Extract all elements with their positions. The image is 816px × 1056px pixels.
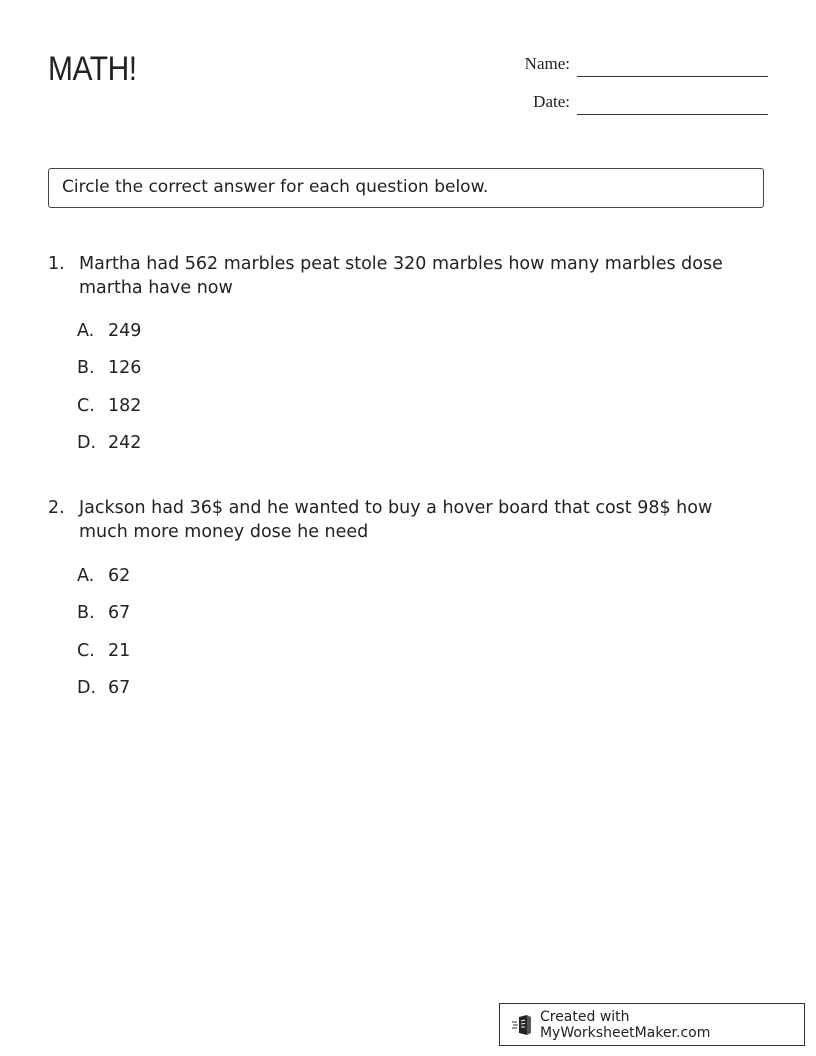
option-1d[interactable]	[77, 433, 141, 453]
option-value: 182	[108, 396, 142, 416]
option-1a[interactable]	[77, 321, 141, 341]
option-letter: B.	[77, 603, 95, 623]
footer-credit[interactable]	[499, 1003, 805, 1046]
question-number: 2.	[48, 498, 65, 518]
option-letter: C.	[77, 396, 95, 416]
name-line[interactable]	[577, 76, 768, 77]
question-text: Jackson had 36$ and he wanted to buy a hover board that cost 98$ how much more money dose he need	[79, 498, 713, 542]
option-value: 21	[108, 641, 131, 661]
option-2d[interactable]	[77, 678, 130, 698]
option-value: 249	[108, 321, 142, 341]
date-line[interactable]	[577, 114, 768, 115]
option-2a[interactable]	[77, 566, 130, 586]
option-2b[interactable]	[77, 603, 130, 623]
worksheet-title: MATH!	[48, 50, 137, 88]
question-text: Martha had 562 marbles peat stole 320 marbles how many marbles dose martha have now	[79, 254, 723, 298]
option-1c[interactable]	[77, 396, 141, 416]
question-number: 1.	[48, 254, 65, 274]
option-letter: C.	[77, 641, 95, 661]
option-letter: D.	[77, 433, 97, 453]
name-label: Name:	[524, 54, 570, 73]
option-letter: A.	[77, 321, 95, 341]
option-value: 242	[108, 433, 142, 453]
option-1b[interactable]	[77, 358, 141, 378]
footer-text: Created with MyWorksheetMaker.com	[539, 1008, 711, 1041]
option-value: 67	[108, 678, 131, 698]
option-letter: B.	[77, 358, 95, 378]
instructions-box: Circle the correct answer for each question below.	[48, 168, 764, 208]
option-2c[interactable]	[77, 641, 130, 661]
option-letter: A.	[77, 566, 95, 586]
option-value: 67	[108, 603, 131, 623]
option-value: 126	[108, 358, 142, 378]
option-value: 62	[108, 566, 131, 586]
worksheet-logo-icon	[512, 1014, 532, 1036]
date-label: Date:	[533, 92, 570, 111]
option-letter: D.	[77, 678, 97, 698]
